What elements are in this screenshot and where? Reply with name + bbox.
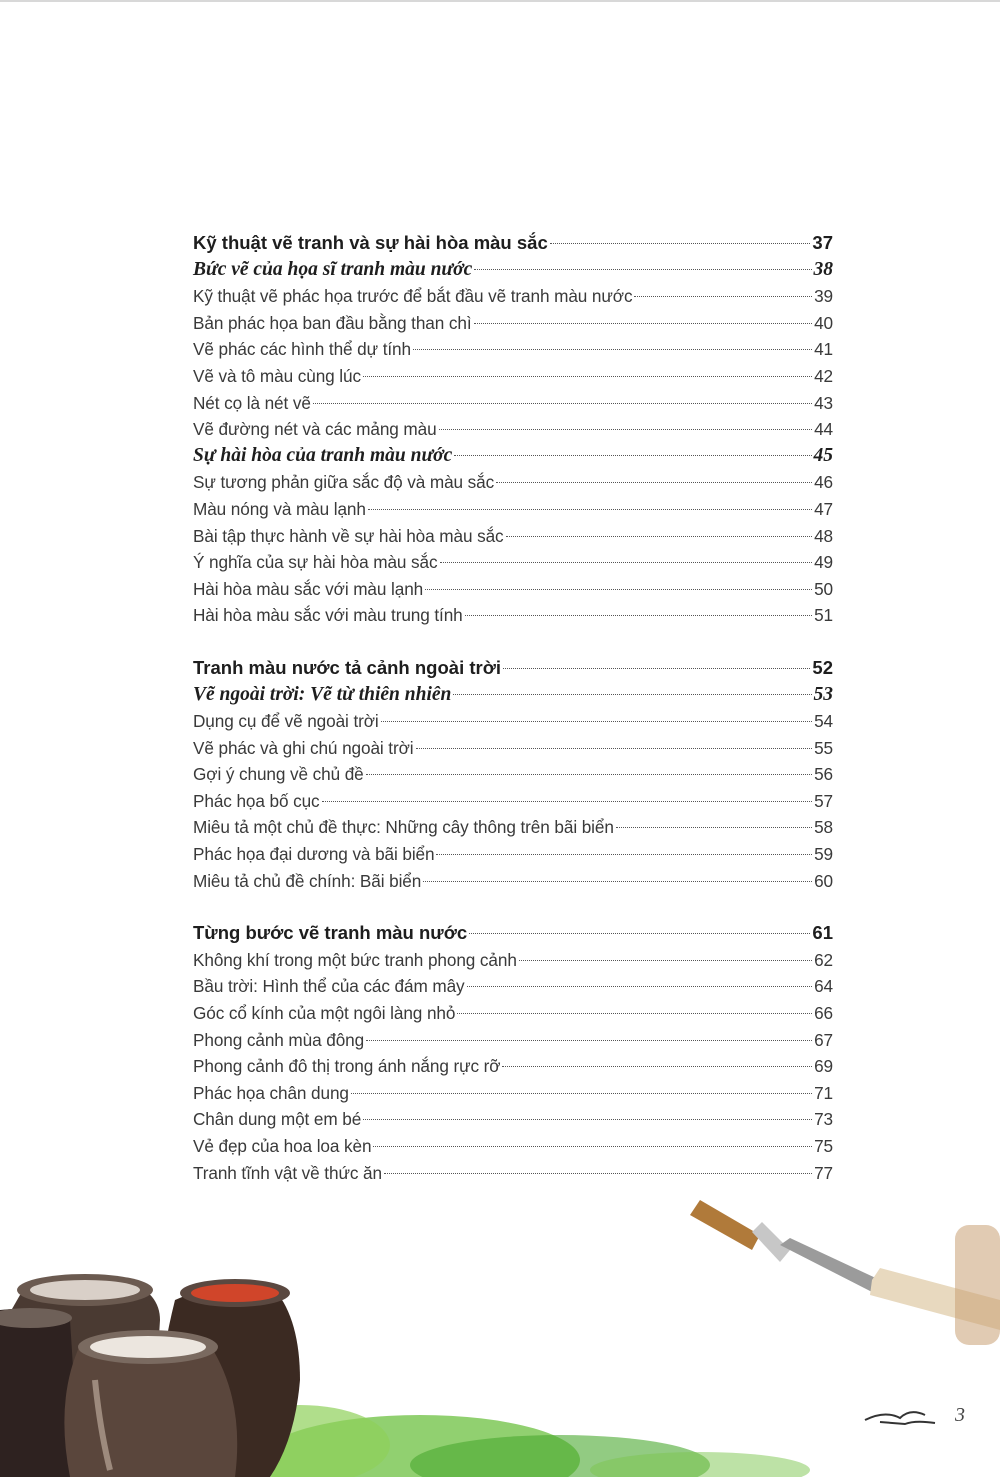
toc-page-number: 40 [814,312,833,333]
toc-entry-title: Miêu tả một chủ đề thực: Những cây thông trên bãi biển [193,817,614,838]
toc-entry-title: Vẽ và tô màu cùng lúc [193,365,361,386]
toc-entry-title: Sự tương phản giữa sắc độ và màu sắc [193,472,495,493]
toc-entry-title: Vẽ ngoài trời: Vẽ từ thiên nhiên [193,683,452,705]
toc-entry-title: Kỹ thuật vẽ phác họa trước để bắt đầu vẽ tranh màu nước [193,286,633,307]
toc-entry-title: Vẻ đẹp của hoa loa kèn [193,1136,372,1156]
toc-page-number: 64 [814,976,833,997]
toc-page-number: 41 [814,339,833,360]
toc-page-number: 59 [814,844,833,865]
toc-page-number: 77 [814,1162,833,1183]
bird-sketch-icon [865,1412,935,1424]
toc-page-number: 67 [814,1029,833,1050]
toc-page-number: 49 [814,552,833,573]
toc-page-number: 39 [814,286,833,307]
toc-entry-title: Tranh tĩnh vật về thức ăn [193,1162,382,1183]
toc-entry-title: Hài hòa màu sắc với màu lạnh [193,578,424,599]
toc-entry-title: Màu nóng và màu lạnh [193,498,366,519]
toc-page-number: 44 [814,419,833,440]
toc-entry-title: Kỹ thuật vẽ tranh và sự hài hòa màu sắc [193,232,548,253]
toc-page-number: 58 [814,817,833,838]
watercolor-jars-illustration [0,1274,300,1477]
toc-page-number: 48 [814,525,833,546]
toc-page-number: 53 [813,683,833,705]
toc-page-number: 46 [814,472,833,493]
toc-entry-title: Dụng cụ để vẽ ngoài trời [193,711,379,732]
toc-entry-title: Bầu trời: Hình thể của các đám mây [193,976,465,997]
toc-page-number: 75 [814,1136,833,1156]
toc-entry-title: Từng bước vẽ tranh màu nước [193,922,468,944]
toc-page-number: 47 [814,498,833,519]
toc-entry-title: Vẽ phác và ghi chú ngoài trời [193,737,414,758]
toc-entry-title: Phong cảnh đô thị trong ánh nắng rực rỡ [193,1056,501,1077]
toc-page-number: 54 [814,711,833,732]
toc-entry-title: Vẽ phác các hình thể dự tính [193,339,411,360]
toc-page-number: 57 [814,790,833,811]
paintbrush-illustration [690,1200,1000,1345]
toc-page-number: 61 [812,922,833,944]
toc-page-number: 37 [812,232,833,253]
toc-page-number: 60 [814,870,833,891]
toc-page-number: 71 [814,1082,833,1103]
toc-entry-title: Gợi ý chung về chủ đề [193,764,364,785]
toc-entry-title: Bài tập thực hành về sự hài hòa màu sắc [193,525,504,546]
toc-page-number: 73 [814,1109,833,1130]
toc-entry-title: Phác họa bố cục [193,790,320,811]
green-wash-illustration [210,1405,810,1477]
toc-entry-title: Phác họa đại dương và bãi biển [193,844,435,865]
toc-entry-title: Chân dung một em bé [193,1109,362,1130]
toc-entry-title: Bức vẽ của họa sĩ tranh màu nước [193,258,473,280]
toc-entry-title: Tranh màu nước tả cảnh ngoài trời [193,656,501,678]
page-number: 3 [955,1404,965,1426]
toc-entry-title: Phác họa chân dung [193,1082,349,1103]
toc-entry-title: Miêu tả chủ đề chính: Bãi biển [193,870,422,891]
toc-entry-title: Vẽ đường nét và các mảng màu [193,419,437,440]
toc-entry-title: Sự hài hòa của tranh màu nước [193,444,453,466]
toc-page-number: 43 [814,392,833,413]
toc-page-number: 45 [813,444,833,466]
toc-page-number: 66 [814,1003,833,1024]
toc-entry-title: Bản phác họa ban đầu bằng than chì [193,312,472,333]
toc-page-number: 42 [814,365,833,386]
toc-page-number: 55 [814,737,833,758]
toc-page-number: 62 [814,949,833,970]
toc-page-number: 50 [814,578,833,599]
toc-entry-title: Góc cổ kính của một ngôi làng nhỏ [193,1003,456,1024]
toc-entry-title: Hài hòa màu sắc với màu trung tính [193,605,463,626]
toc-entry-title: Ý nghĩa của sự hài hòa màu sắc [193,552,438,573]
toc-entry-title: Nét cọ là nét vẽ [193,392,311,413]
toc-page-number: 52 [812,656,833,678]
toc-entry-title: Không khí trong một bức tranh phong cảnh [193,949,517,970]
toc-page-number: 38 [813,258,833,280]
toc-page-number: 51 [814,605,833,626]
toc-page-number: 56 [814,764,833,785]
toc-entry-title: Phong cảnh mùa đông [193,1029,365,1050]
toc-page-number: 69 [814,1056,833,1077]
